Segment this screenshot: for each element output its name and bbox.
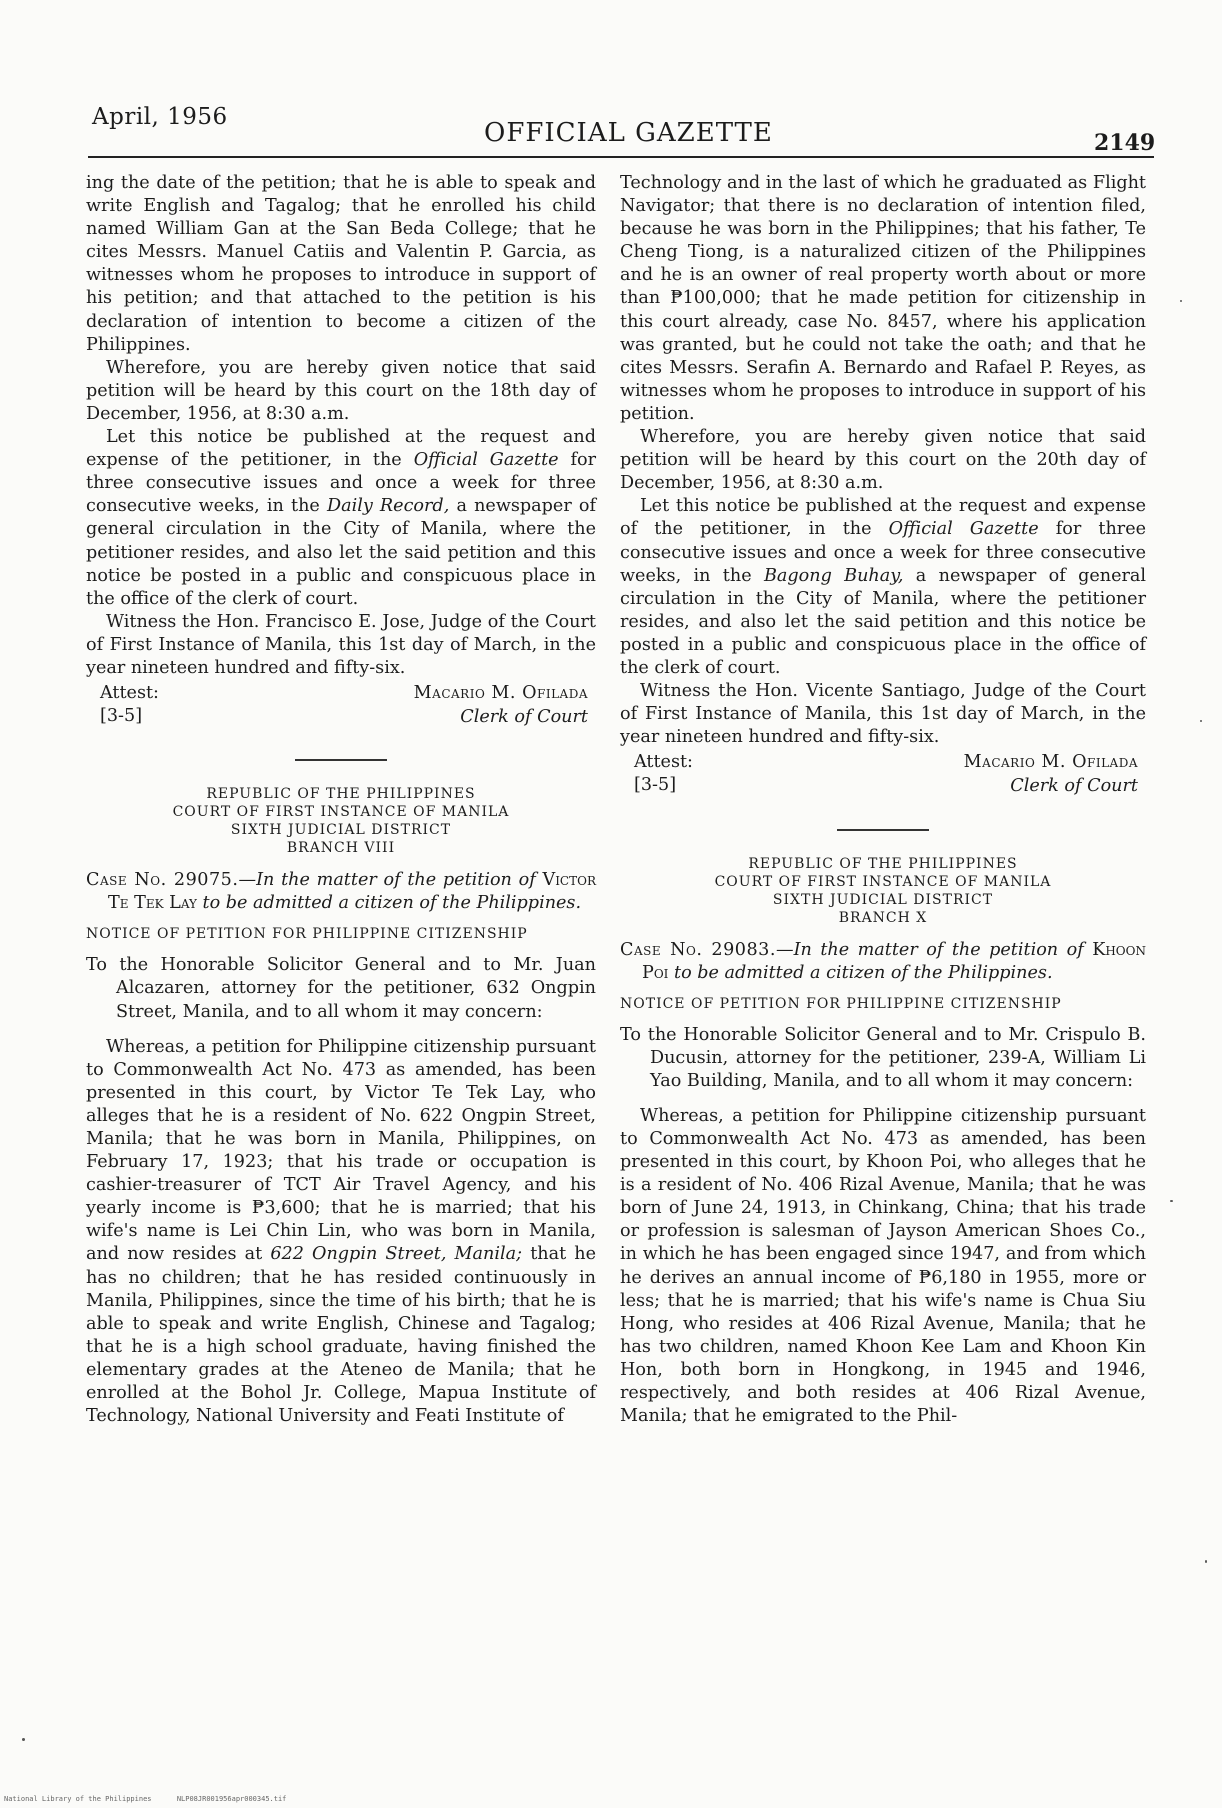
scan-speck bbox=[1205, 1560, 1207, 1563]
page-number: 2149 bbox=[1094, 130, 1156, 156]
header-rule bbox=[88, 156, 1154, 158]
left-column bbox=[86, 172, 596, 1428]
left-court-heading: REPUBLIC OF THE PHILIPPINES COURT OF FIRST INSTANCE OF MANILA SIXTH JUDICIAL DISTRICT BRANCH VIII bbox=[172, 786, 510, 857]
issue-date: April, 1956 bbox=[92, 104, 228, 130]
left-section-divider bbox=[295, 759, 387, 761]
right-column bbox=[620, 172, 1146, 1428]
right-whereas-paragraph: Whereas, a petition for Philippine citizenship pursuant to Commonwealth Act No. 473 as amended, has been presented in this court, by Khoon Poi, who alleges that he is a resident of No. 406 Rizal Avenue, Manila; that he was born of June 24, 1913, in Chinkang, China; that his trade or profession is salesman of Jayson American Shoes Co., in which he has been engaged since 1947, and from which he derives an annual income of ₱6,180 in 1955, more or less; that he is married; that his wife's name is Chua Siu Hong, who resides at 406 Rizal Avenue, Manila; that he has two children, named Khoon Kee Lam and Khoon Kin Hon, both born in Hongkong, in 1945 and 1946, respectively, and both resides at 406 Rizal Avenue, Manila; that he emigrated to the Phil- bbox=[620, 1105, 1146, 1427]
right-notice-title: NOTICE OF PETITION FOR PHILIPPINE CITIZENSHIP bbox=[620, 995, 1062, 1012]
left-notice-title: NOTICE OF PETITION FOR PHILIPPINE CITIZENSHIP bbox=[86, 926, 528, 943]
right-section-divider bbox=[837, 829, 929, 831]
right-clerk-name: Macario M. Ofilada bbox=[963, 752, 1138, 773]
left-continuation-paragraph: ing the date of the petition; that he is able to speak and write English and Tagalog; that he enrolled his child named William Gan at the San Beda College; that he cites Messrs. Manuel Catiis and Valentin P. Garcia, as witnesses whom he proposes to introduce in support of his petition; and that attached to the petition is his declaration of intention to become a citizen of the Philippines. bbox=[86, 173, 596, 355]
scan-speck bbox=[1170, 1200, 1173, 1202]
left-attest-ref: [3-5] bbox=[100, 706, 143, 727]
left-clerk-name: Macario M. Ofilada bbox=[413, 683, 588, 704]
left-publication-paragraph: Let this notice be published at the request and expense of the petitioner, in the Official Gazette for three consecutive issues and once a week for three consecutive weeks, in the Daily Record, a newspaper of general circulation in the City of Manila, where the petitioner resides, and also let the said petition and this notice be posted in a public and conspicuous place in the office of the clerk of court. bbox=[86, 427, 597, 609]
right-court-heading: REPUBLIC OF THE PHILIPPINES COURT OF FIRST INSTANCE OF MANILA SIXTH JUDICIAL DISTRICT BRANCH X bbox=[714, 855, 1052, 926]
footer-file-id: NLP08JR001956apr000345.tif bbox=[176, 1795, 287, 1803]
right-addressee-block: To the Honorable Solicitor General and to Mr. Crispulo B. Ducusin, attorney for the petitioner, 239-A, William Li Yao Building, Manila, and to all whom it may concern: bbox=[620, 1024, 1147, 1091]
scan-speck bbox=[1200, 720, 1202, 722]
left-case-title: Case No. 29075.—In the matter of the petition of Victor Te Tek Lay to be admitted a citizen of the Philippines. bbox=[86, 870, 596, 914]
scan-speck bbox=[1180, 300, 1182, 302]
left-attest-label: Attest: bbox=[100, 683, 159, 704]
right-attest-ref: [3-5] bbox=[634, 775, 677, 796]
right-continuation-paragraph: Technology and in the last of which he graduated as Flight Navigator; that there is no declaration of intention filed, because he was born in the Philippines; that his father, Te Cheng Tiong, is a naturalized citizen of the Philippines and he is an owner of real property worth about or more than ₱100,000; that he made petition for citizenship in this court already, case No. 8457, where his application was granted, but he could not take the oath; and that he cites Messrs. Serafin A. Bernardo and Rafael P. Reyes, as witnesses whom he proposes to introduce in support of his petition. bbox=[620, 173, 1146, 424]
left-hearing-notice: Wherefore, you are hereby given notice that said petition will be heard by this court on the 18th day of December, 1956, at 8:30 a.m. bbox=[86, 357, 596, 424]
left-attest-block bbox=[86, 682, 596, 729]
left-whereas-paragraph: Whereas, a petition for Philippine citizenship pursuant to Commonwealth Act No. 473 as amended, has been presented in this court, by Victor Te Tek Lay, who alleges that he is a resident of No. 622 Ongpin Street, Manila; that he was born in Manila, Philippines, on February 17, 1923; that his trade or occupation is cashier-treasurer of TCT Air Travel Agency, and his yearly income is ₱3,600; that he is married; that his wife's name is Lei Chin Lin, who was born in Manila, and now resides at 622 Ongpin Street, Manila; that he has no children; that he has resided continuously in Manila, Philippines, since the time of his birth; that he is able to speak and write English, Chinese and Tagalog; that he is a high school graduate, having finished the elementary grades at the Ateneo de Manila; that he enrolled at the Bohol Jr. College, Mapua Institute of Technology, National University and Feati Institute of bbox=[86, 1036, 597, 1427]
left-witness-paragraph: Witness the Hon. Francisco E. Jose, Judge of the Court of First Instance of Manila, this 1st day of March, in the year nineteen hundred and fifty-six. bbox=[86, 611, 596, 678]
right-clerk-title: Clerk of Court bbox=[1010, 776, 1138, 797]
footer-source: National Library of the Philippines bbox=[4, 1795, 152, 1803]
right-witness-paragraph: Witness the Hon. Vicente Santiago, Judge of the Court of First Instance of Manila, this 1st day of March, in the year nineteen hundred and fifty-six. bbox=[620, 681, 1146, 748]
left-addressee-block: To the Honorable Solicitor General and to Mr. Juan Alcazaren, attorney for the petitioner, 632 Ongpin Street, Manila, and to all whom it may concern: bbox=[86, 955, 596, 1022]
left-clerk-title: Clerk of Court bbox=[460, 707, 588, 728]
right-attest-block bbox=[620, 751, 1146, 798]
right-hearing-notice: Wherefore, you are hereby given notice that said petition will be heard by this court on the 20th day of December, 1956, at 8:30 a.m. bbox=[620, 427, 1146, 494]
scan-footer bbox=[4, 1795, 286, 1803]
right-case-title: Case No. 29083.—In the matter of the petition of Khoon Poi to be admitted a citizen of the Philippines. bbox=[620, 939, 1146, 983]
scan-speck bbox=[22, 1738, 25, 1741]
right-publication-paragraph: Let this notice be published at the request and expense of the petitioner, in the Official Gazette for three consecutive issues and once a week for three consecutive weeks, in the Bagong Buhay, a newspaper of general circulation in the City of Manila, where the petitioner resides, and also let the said petition and this notice be posted in a public and conspicuous place in the office of the clerk of court. bbox=[620, 496, 1147, 678]
publication-title: OFFICIAL GAZETTE bbox=[484, 118, 773, 148]
right-attest-label: Attest: bbox=[634, 752, 693, 773]
